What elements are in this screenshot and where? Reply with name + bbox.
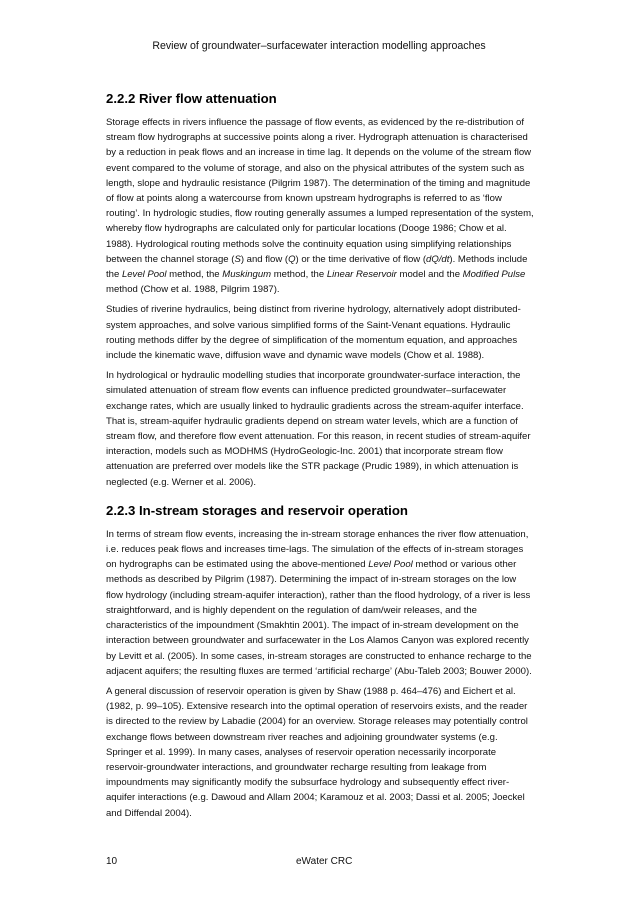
page-number: 10	[106, 856, 118, 867]
italic-term: Level Pool	[368, 559, 413, 571]
paragraph-text: method, the	[271, 269, 327, 281]
paragraph	[106, 368, 534, 490]
italic-term: S	[234, 253, 241, 265]
paragraph-text: method or various other methods as described by Pilgrim (1987). Determining the impact of in-stream storages on the low flow hydrology (including stream-aquifer interaction), rather than the flood hydrology, of a river is less straightforward, and is highly dependent on the regulation of dam/weir releases, and the characteristics of the impoundment (Smakhtin 2001). The impact of in-stream development on the interaction between groundwater and surfacewater in the Los Alamos Canyon was explored recently by Levitt et al. (2005). In some cases, in-stream storages are constructed to enhance recharge to the adjacent aquifers; the resulting fluxes are termed ‘artificial recharge’ (Abu-Taleb 2003; Bouwer 2000).	[106, 559, 532, 677]
paragraph-text: ). Methods include the	[106, 253, 528, 281]
section-heading-river-flow-attenuation: 2.2.2 River flow attenuation	[106, 91, 277, 106]
running-header: Review of groundwater–surfacewater interaction modelling approaches	[152, 40, 486, 52]
paragraph	[106, 302, 534, 363]
italic-term: Muskingum	[222, 269, 272, 281]
footer-organisation: eWater CRC	[296, 856, 353, 867]
paragraph	[106, 115, 534, 297]
paragraph-text: Storage effects in rivers influence the passage of flow events, as evidenced by the re-distribution of stream flow hydrographs at successive points along a river. Hydrograph attenuation is characterised by a reduction in peak flows and an increase in time lag. It depends on the volume of the stream flow event compared to the volume of storage, and also on the physical attributes of the system such as length, slope and hydraulic resistance (Pilgrim 1987). The determination of the timing and magnitude of flow at points along a watercourse from known upstream hydrographs is referred to as ‘flow routing’. In hydrologic studies, flow routing generally assumes a lumped representation of the system, whereby flow hydrographs are calculated only for particular locations (Dooge 1986; Chow et al. 1988). Hydrological routing methods solve the continuity equation using simplifying relationships between the channel storage (	[106, 117, 534, 265]
italic-term: Linear Reservoir	[326, 269, 397, 281]
paragraph-text: ) or the time derivative of flow (	[295, 253, 427, 265]
paragraph-text: In terms of stream flow events, increasing the in-stream storage enhances the river flow attenuation, i.e. reduces peak flows and increases time-lags. The simulation of the effects of in-stream storages on hydrographs can be estimated using the above-mentioned	[106, 528, 529, 571]
page-content	[106, 90, 534, 826]
paragraph-text: Studies of riverine hydraulics, being distinct from riverine hydrology, alternatively adopt distributed-system approaches, and solve various simplified forms of the Saint-Venant equations. Hydraulic routing methods differ by the degree of simplification of the momentum equation, and approaches include the kinematic wave, diffusion wave and dynamic wave models (Chow et al. 1988).	[106, 304, 521, 362]
italic-term: Modified Pulse	[462, 269, 526, 281]
paragraph-text: In hydrological or hydraulic modelling studies that incorporate groundwater-surface interaction, the simulated attenuation of stream flow events can influence predicted groundwater–surfacewater exchange rates, which are usually linked to hydraulic gradients across the stream-aquifer interface. That is, stream-aquifer hydraulic gradients depend on stream water levels, which are a function of stream flow, and therefore flow event attenuation. For this reason, in recent studies of stream-aquifer interaction, models such as MODHMS (HydroGeologic-Inc. 2001) that incorporate stream flow attenuation are preferred over models like the STR package (Prudic 1989), in which attenuation is neglected (e.g. Werner et al. 2006).	[106, 370, 531, 488]
paragraph-text: A general discussion of reservoir operation is given by Shaw (1988 p. 464–476) and Eichert et al. (1982, p. 99–105). Extensive research into the optimal operation of reservoirs exists, and the reader is directed to the review by Labadie (2004) for an overview. Storage releases may potentially control exchange flows between downstream river reaches and adjoining groundwater systems (e.g. Springer et al. 1999). In many cases, analyses of reservoir operation necessarily incorporate reservoir-groundwater interactions, and groundwater recharge resulting from leakage from impoundments may significantly modify the subsurface hydrology and subsequently effect river-aquifer interactions (e.g. Dawoud and Allam 2004; Karamouz et al. 2003; Dassi et al. 2005; Joeckel and Diffendal 2004).	[106, 685, 528, 819]
paragraph-text: model and the	[396, 269, 463, 281]
italic-term: Q	[288, 253, 296, 265]
paragraph	[106, 684, 534, 821]
paragraph	[106, 527, 534, 679]
paragraph-text: ) and flow (	[240, 253, 289, 265]
paragraph-text: method, the	[166, 269, 223, 281]
italic-term: dQ/dt	[426, 253, 450, 265]
paragraph-text: method (Chow et al. 1988, Pilgrim 1987).	[106, 284, 280, 296]
italic-term: Level Pool	[121, 269, 167, 281]
section-heading-in-stream-storages: 2.2.3 In-stream storages and reservoir operation	[106, 502, 408, 518]
